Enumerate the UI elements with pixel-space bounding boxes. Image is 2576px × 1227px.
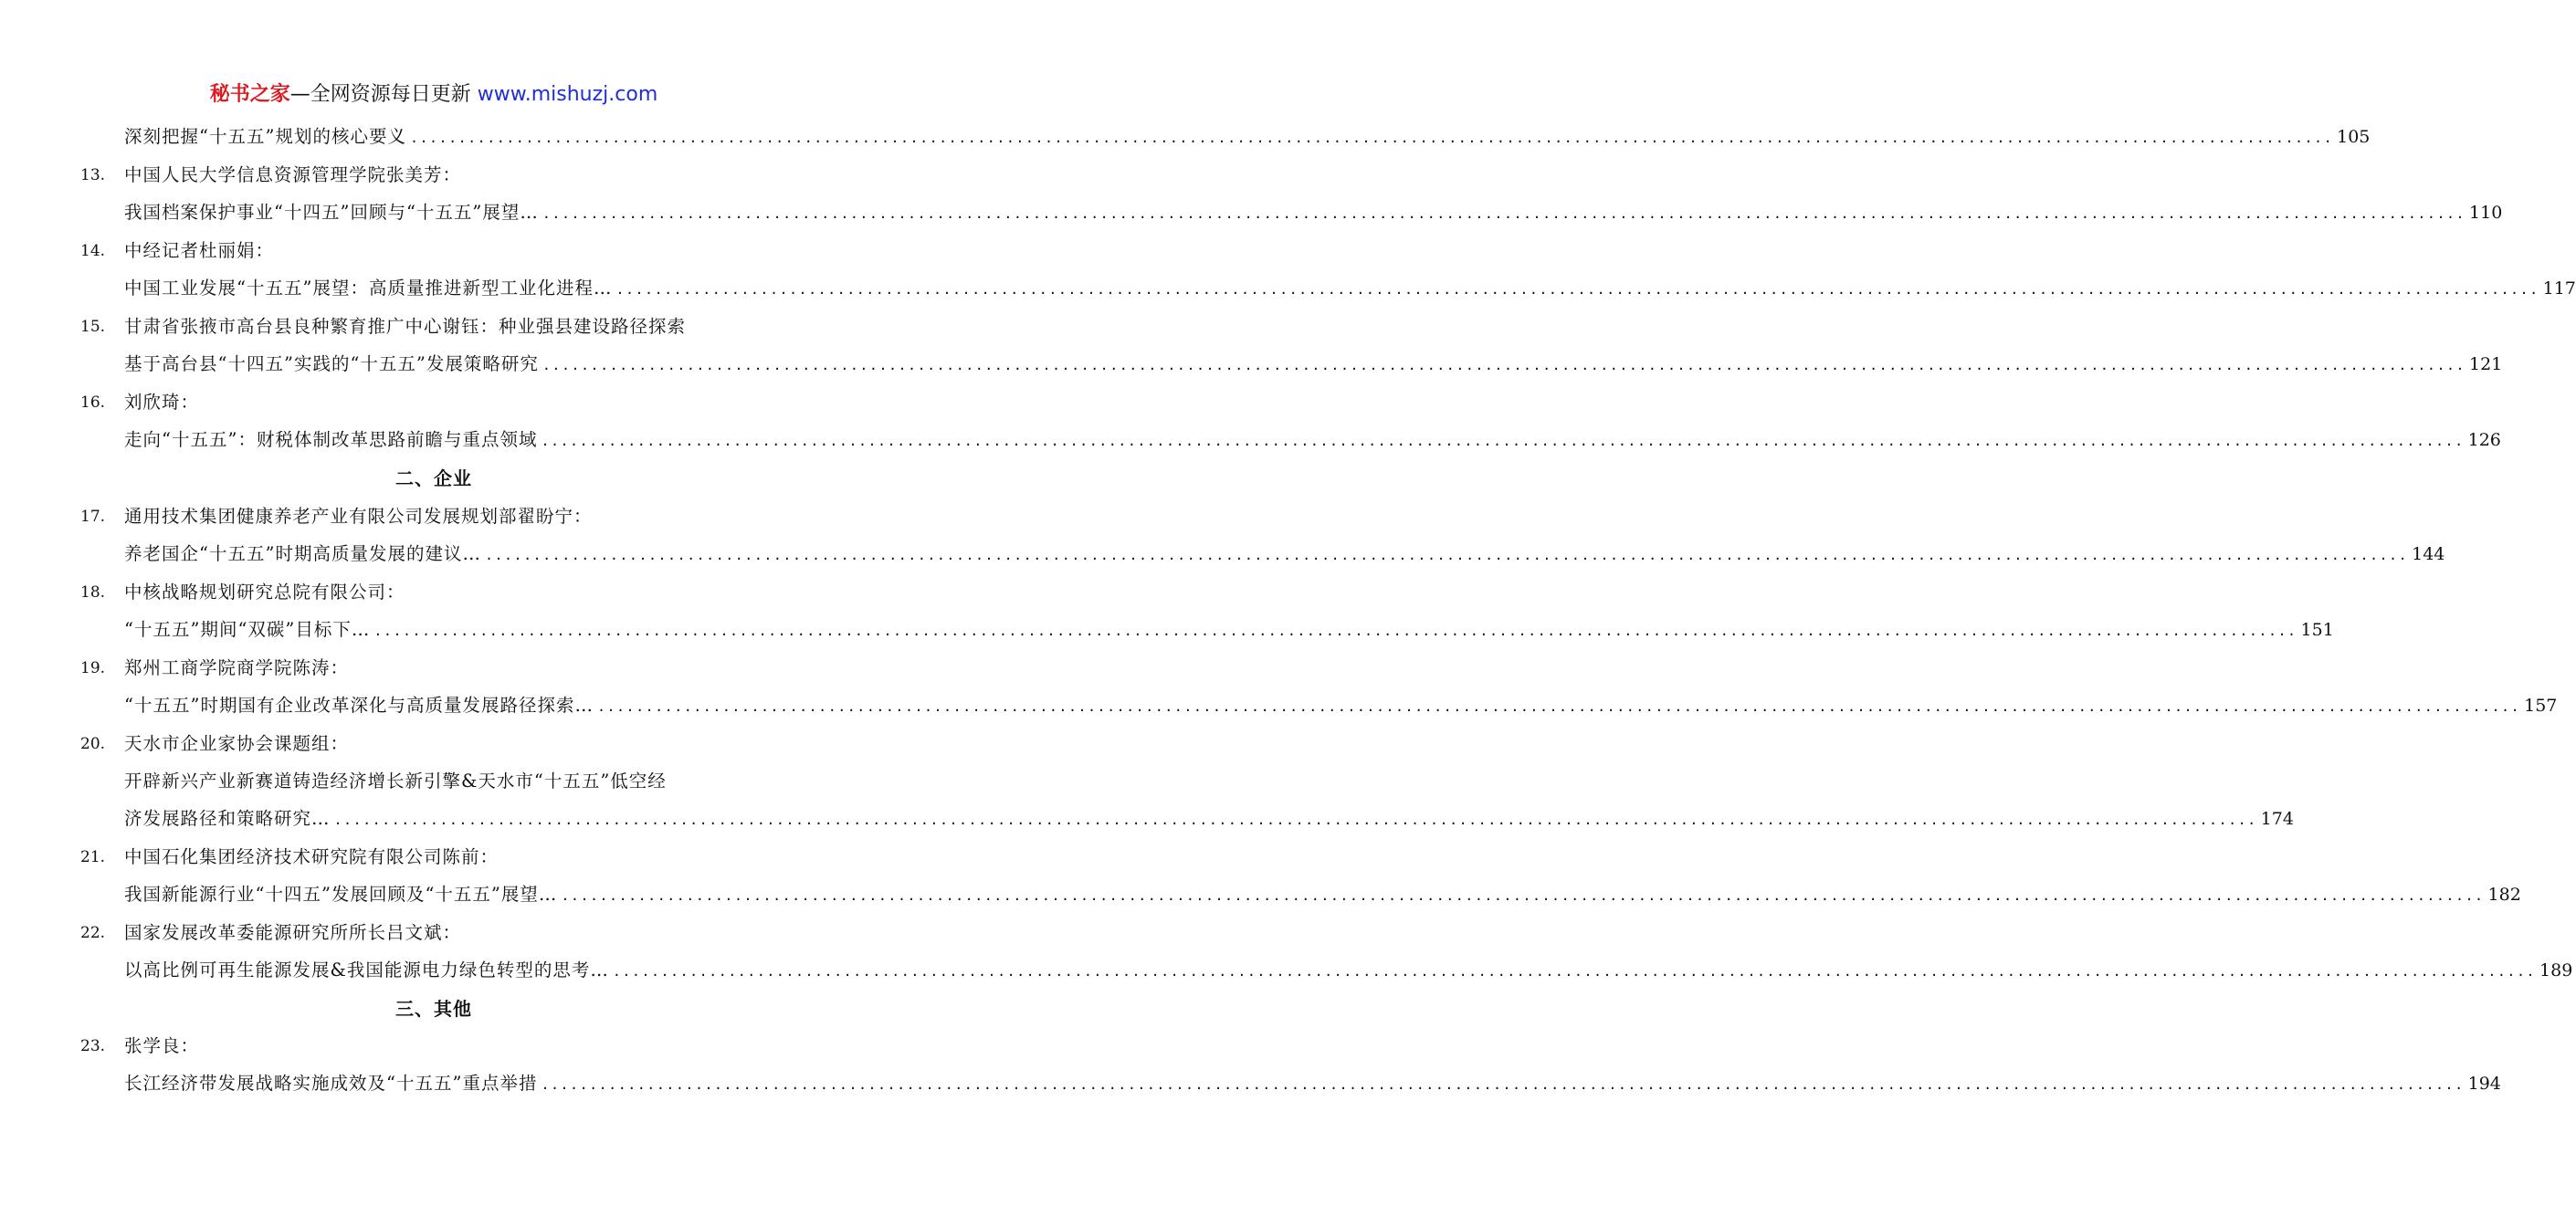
toc-entry (0, 691, 2558, 720)
toc-title: 基于高台县“十四五”实践的“十五五”发展策略研究 (124, 353, 539, 374)
toc-author-line (0, 918, 867, 948)
toc-page: 182 (2487, 885, 2521, 905)
toc-number: 14. (80, 242, 106, 260)
toc-entry (0, 540, 2445, 569)
toc-title: 济发展路径和策略研究… (124, 808, 331, 829)
toc-entry (0, 880, 2521, 909)
toc-author-line (0, 729, 867, 759)
toc-author: 国家发展改革委能源研究所所长吕文斌： (124, 922, 462, 943)
toc-entry (0, 350, 2503, 379)
toc-number: 15. (80, 318, 106, 336)
toc-author: 天水市企业家协会课题组： (124, 733, 350, 754)
leader-dots: ........................................................................................................................................................................................................ (333, 812, 2257, 828)
toc-title-line (124, 804, 2294, 834)
toc-title: 我国新能源行业“十四五”发展回顾及“十五五”展望… (124, 884, 558, 905)
toc-title-line (124, 122, 2371, 152)
toc-title: 养老国企“十五五”时期高质量发展的建议… (124, 543, 481, 564)
leader-dots: ........................................................................................................................................................................................................ (541, 433, 2465, 449)
toc-author: 郑州工商学院商学院陈涛： (124, 657, 350, 678)
toc-title-line (124, 615, 2334, 645)
leader-dots: ........................................................................................................................................................................................................ (373, 623, 2297, 639)
toc-number: 16. (80, 393, 106, 412)
toc-page: 194 (2467, 1074, 2501, 1094)
toc-author: 中国人民大学信息资源管理学院张美芳： (124, 164, 462, 185)
leader-dots: ........................................................................................................................................................................................................ (615, 281, 2539, 298)
toc-entry (0, 1069, 2501, 1098)
brand-name: 秘书之家 (209, 83, 290, 106)
toc-page: 157 (2524, 696, 2558, 716)
toc-number: 20. (80, 735, 106, 753)
toc-entry (0, 122, 2371, 152)
leader-dots: ........................................................................................................................................................................................................ (541, 205, 2466, 222)
toc-title: “十五五”时期国有企业改革深化与高质量发展路径探索… (124, 695, 594, 716)
header-tagline: —全网资源每日更新 (289, 83, 471, 106)
toc-page: 117 (2542, 278, 2576, 299)
toc-author-line (0, 388, 867, 417)
leader-dots: ........................................................................................................................................................................................................ (561, 887, 2485, 904)
toc-title: 我国档案保护事业“十四五”回顾与“十五五”展望… (124, 202, 539, 223)
leader-dots: ........................................................................................................................................................................................................ (541, 1076, 2465, 1093)
site-url[interactable]: www.mishuzj.com (477, 83, 658, 106)
toc-title: 中国工业发展“十五五”展望：高质量推进新型工业化进程… (124, 278, 613, 299)
toc-title: 以高比例可再生能源发展&我国能源电力绿色转型的思考… (124, 960, 609, 981)
leader-dots: ........................................................................................................................................................................................................ (541, 357, 2466, 373)
toc-page: 110 (2469, 203, 2503, 223)
toc-number: 17. (80, 508, 106, 526)
toc-author-line (0, 843, 867, 872)
leader-dots: ........................................................................................................................................................................................................ (596, 698, 2521, 715)
toc-page: 144 (2412, 544, 2445, 564)
toc-author-line (0, 236, 867, 266)
toc-title-line (124, 1069, 2501, 1099)
toc-author-line (0, 161, 867, 190)
toc-entry (0, 956, 2573, 985)
toc-author-line (0, 502, 867, 531)
toc-page: 174 (2260, 809, 2294, 829)
toc-author-line (0, 1032, 867, 1061)
section-heading: 三、其他 (395, 998, 472, 1020)
leader-dots: ........................................................................................................................................................................................................ (409, 130, 2334, 146)
toc-author: 通用技术集团健康养老产业有限公司发展规划部翟盼宁： (124, 506, 593, 527)
toc-title: “十五五”期间“双碳”目标下… (124, 619, 371, 640)
toc-author: 中经记者杜丽娟： (124, 240, 275, 261)
toc-title-line (0, 767, 867, 796)
toc-number: 18. (80, 583, 106, 602)
toc-page: 121 (2469, 354, 2503, 374)
toc-entry (0, 615, 2334, 645)
leader-dots: ........................................................................................................................................................................................................ (484, 547, 2409, 563)
toc-author-line (0, 312, 867, 341)
toc-title-line (124, 425, 2501, 456)
toc-author: 中核战略规划研究总院有限公司： (124, 582, 405, 603)
toc-author: 刘欣琦： (124, 392, 200, 413)
toc-entry (0, 198, 2503, 227)
toc-author: 甘肃省张掖市高台县良种繁育推广中心谢钰：种业强县建设路径探索 (124, 316, 687, 337)
toc-title-line (124, 198, 2503, 228)
toc-title-line (124, 691, 2558, 721)
site-header (0, 80, 867, 110)
toc-page: 151 (2300, 620, 2334, 640)
toc-title-line (124, 274, 2576, 304)
toc-page: 189 (2539, 960, 2573, 981)
toc-number: 13. (80, 166, 106, 184)
toc-title: 长江经济带发展战略实施成效及“十五五”重点举措 (124, 1073, 538, 1094)
toc-author-line (0, 578, 867, 607)
toc-author-line (0, 654, 867, 683)
toc-page: 126 (2467, 430, 2501, 450)
toc-number: 22. (80, 924, 106, 942)
toc-page: 105 (2337, 127, 2371, 147)
toc-title: 开辟新兴产业新赛道铸造经济增长新引擎&天水市“十五五”低空经 (124, 771, 667, 792)
toc-title-line (124, 350, 2503, 380)
toc-entry (0, 425, 2501, 455)
section-heading: 二、企业 (395, 467, 472, 489)
toc-title: 走向“十五五”：财税体制改革思路前瞻与重点领域 (124, 429, 538, 450)
toc-title-line (124, 956, 2573, 986)
leader-dots: ........................................................................................................................................................................................................ (612, 963, 2537, 980)
toc-number: 23. (80, 1037, 106, 1055)
toc-title-line (124, 880, 2521, 910)
toc-entry (0, 274, 2576, 303)
toc-number: 21. (80, 848, 106, 866)
toc-number: 19. (80, 659, 106, 677)
toc-entry (0, 804, 2294, 834)
toc-title: 深刻把握“十五五”规划的核心要义 (124, 126, 406, 147)
toc-author: 张学良： (124, 1035, 200, 1056)
toc-title-line (124, 540, 2445, 570)
toc-author: 中国石化集团经济技术研究院有限公司陈前： (124, 846, 499, 867)
